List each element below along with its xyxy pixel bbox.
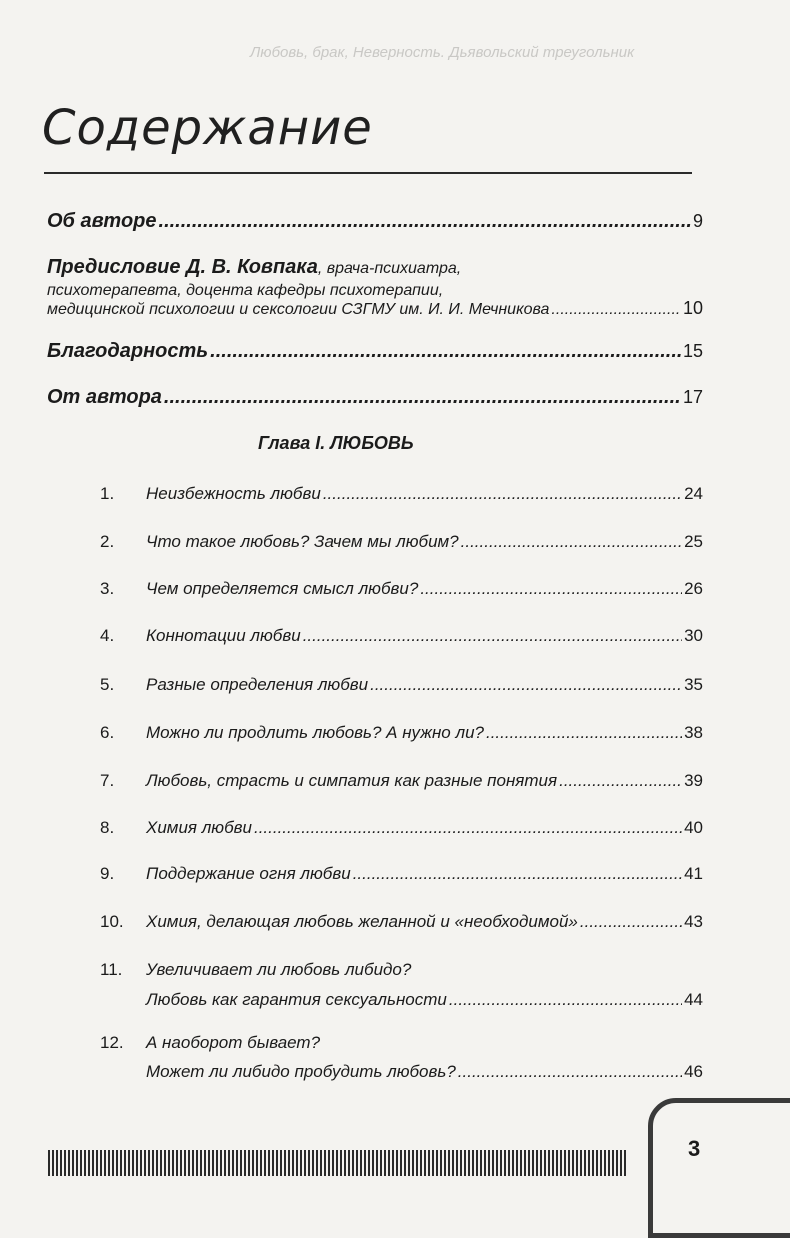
page-title: Содержание	[42, 100, 373, 156]
toc-page: 24	[684, 484, 703, 503]
toc-page: 9	[692, 211, 703, 231]
toc-item-number: 11.	[100, 960, 123, 979]
leader-dots	[449, 990, 682, 1010]
toc-item-label: Разные определения любви	[146, 675, 369, 694]
toc-entry-about-author[interactable]	[47, 210, 703, 233]
toc-item-number: 5.	[100, 675, 115, 694]
toc-label: медицинской психологии и сексологии СЗГМУ им. И. И. Мечникова	[47, 301, 550, 318]
leader-dots	[458, 1062, 682, 1082]
toc-item[interactable]	[100, 864, 703, 884]
leader-dots	[486, 723, 682, 743]
toc-item[interactable]	[100, 771, 703, 791]
page-corner-tab	[648, 1098, 790, 1238]
toc-page: 43	[684, 912, 703, 931]
running-header-ghost: Любовь, брак, Неверность. Дьявольский треугольник	[250, 44, 635, 61]
leader-dots	[559, 771, 682, 791]
toc-item-number: 10.	[100, 912, 124, 931]
page-number: 3	[688, 1136, 701, 1161]
title-underline	[44, 172, 692, 174]
toc-item-line2[interactable]	[146, 990, 703, 1010]
toc-item-number: 9.	[100, 864, 115, 883]
toc-page: 10	[682, 298, 703, 318]
toc-item-number: 7.	[100, 771, 115, 790]
leader-dots	[370, 675, 682, 695]
toc-item-label: Коннотации любви	[146, 626, 301, 645]
leader-dots	[159, 210, 691, 233]
toc-item[interactable]	[100, 818, 703, 838]
chapter-heading: Глава I. ЛЮБОВЬ	[258, 433, 414, 453]
footer-stripe	[48, 1150, 628, 1176]
toc-item[interactable]	[100, 626, 703, 646]
toc-item-label: Можно ли продлить любовь? А нужно ли?	[146, 723, 484, 742]
leader-dots	[254, 818, 682, 838]
toc-item-label: Увеличивает ли любовь либидо?	[146, 960, 412, 979]
toc-item-line2[interactable]	[146, 1062, 703, 1082]
toc-item[interactable]	[100, 484, 703, 504]
toc-entry-from-author[interactable]	[47, 386, 703, 409]
leader-dots	[551, 301, 681, 319]
toc-page: 44	[684, 990, 703, 1009]
toc-page: 41	[684, 864, 703, 883]
leader-dots	[461, 532, 682, 552]
toc-page: 39	[684, 771, 703, 790]
toc-item-label: Любовь, страсть и симпатия как разные понятия	[146, 771, 558, 790]
leader-dots	[303, 626, 682, 646]
toc-item-number: 1.	[100, 484, 115, 503]
toc-item-label2: Может ли либидо пробудить любовь?	[146, 1062, 456, 1081]
toc-label-bold: Предисловие Д. В. Ковпака	[47, 256, 318, 278]
toc-item[interactable]	[100, 912, 703, 932]
toc-item[interactable]	[100, 675, 703, 695]
toc-item-number: 2.	[100, 532, 115, 551]
toc-item[interactable]	[100, 960, 703, 980]
toc-label: От автора	[47, 386, 162, 408]
toc-label-rest: , врача-психиатра,	[317, 260, 462, 277]
toc-item-label: Химия, делающая любовь желанной и «необходимой»	[146, 912, 578, 931]
leader-dots	[323, 484, 682, 504]
toc-item-label: Химия любви	[146, 818, 252, 837]
toc-item-label: Неизбежность любви	[146, 484, 321, 503]
toc-item-number: 8.	[100, 818, 115, 837]
toc-page: 30	[684, 626, 703, 645]
leader-dots	[353, 864, 682, 884]
toc-entry-thanks[interactable]	[47, 340, 703, 363]
leader-dots	[164, 386, 681, 409]
leader-dots	[580, 912, 682, 932]
toc-item-label: Что такое любовь? Зачем мы любим?	[146, 532, 459, 551]
toc-item[interactable]	[100, 579, 703, 599]
toc-item-label: Чем определяется смысл любви?	[146, 579, 419, 598]
toc-page: 15	[682, 341, 703, 361]
toc-page: 26	[684, 579, 703, 598]
toc-item-number: 4.	[100, 626, 115, 645]
toc-item-label2: Любовь как гарантия сексуальности	[146, 990, 447, 1009]
toc-item[interactable]	[100, 532, 703, 552]
toc-page: 46	[684, 1062, 703, 1081]
toc-item-number: 3.	[100, 579, 115, 598]
toc-item-label: Поддержание огня любви	[146, 864, 351, 883]
toc-preface-line3[interactable]	[47, 298, 703, 319]
toc-page: 17	[682, 387, 703, 407]
toc-entry-preface[interactable]	[47, 256, 461, 279]
toc-page: 25	[684, 532, 703, 551]
toc-label: Об авторе	[47, 210, 157, 232]
leader-dots	[210, 340, 681, 363]
toc-page: 35	[684, 675, 703, 694]
toc-page: 38	[684, 723, 703, 742]
toc-item-number: 6.	[100, 723, 115, 742]
toc-label: Благодарность	[47, 340, 209, 362]
leader-dots	[420, 579, 682, 599]
toc-page: 40	[684, 818, 703, 837]
toc-preface-line2: психотерапевта, доцента кафедры психотерапии,	[47, 282, 444, 299]
toc-item-label: А наоборот бывает?	[146, 1033, 321, 1052]
toc-item-number: 12.	[100, 1033, 124, 1052]
toc-item[interactable]	[100, 1033, 703, 1053]
toc-item[interactable]	[100, 723, 703, 743]
